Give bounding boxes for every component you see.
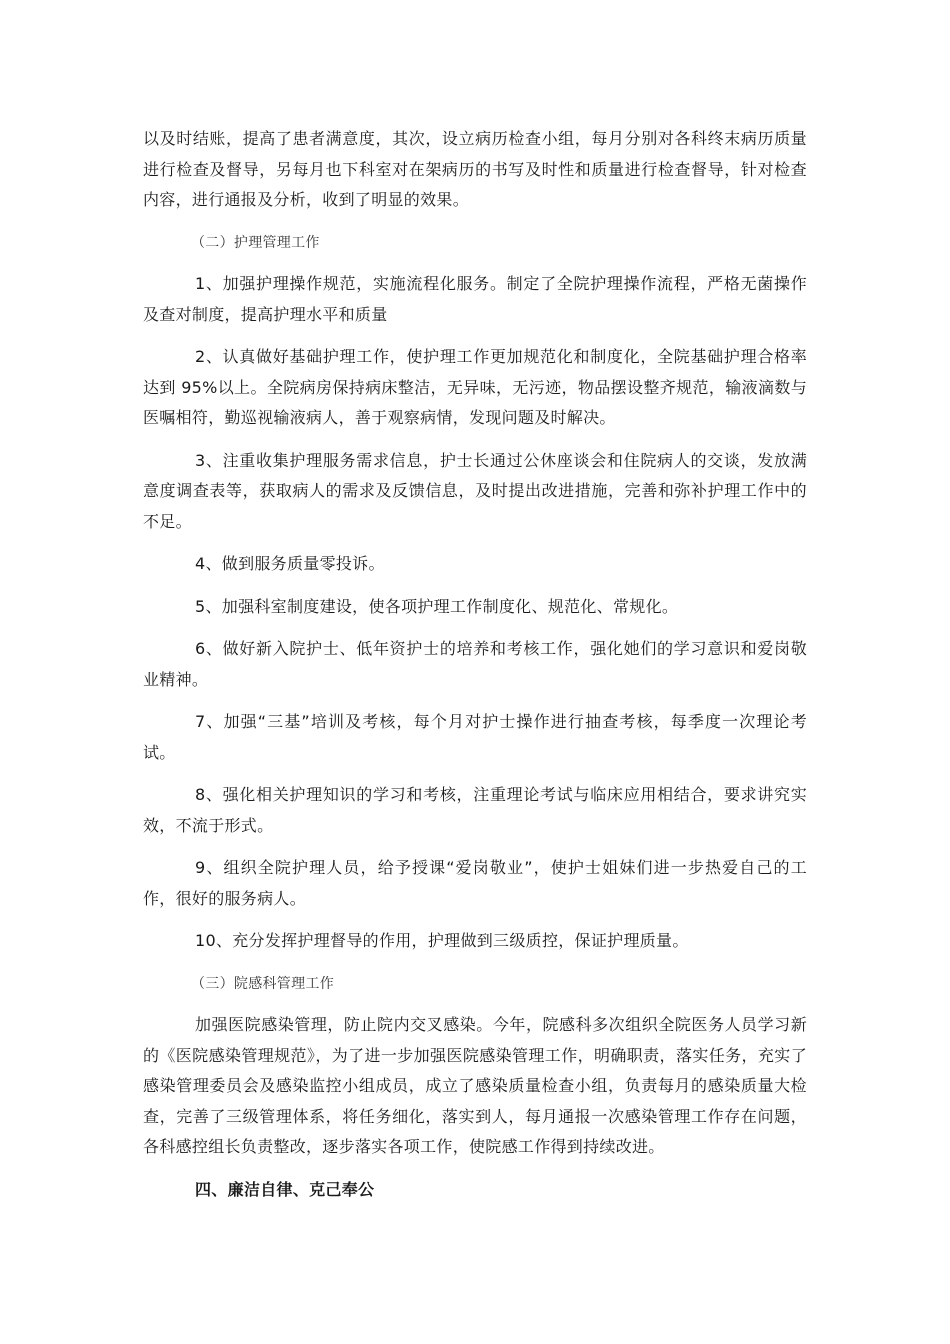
paragraph-infection-control: 加强医院感染管理，防止院内交叉感染。今年，院感科多次组织全院医务人员学习新的《医院感染管理规范》，为了进一步加强医院感染管理工作，明确职责，落实任务，充实了感染管理委员会及感染监控小组成员，成立了感染质量检查小组，负责每月的感染质量大检查，完善了三级管理体系，将任务细化，落实到人，每月通报一次感染管理工作存在问题，各科感控组长负责整改，逐步落实各项工作，使院感工作得到持续改进。 [143, 1015, 807, 1156]
list-item-9: 9、组织全院护理人员，给予授课“爱岗敬业”，使护士姐妹们进一步热爱自己的工作，很好的服务病人。 [143, 858, 807, 908]
paragraph-continuation: 以及时结账，提高了患者满意度，其次，设立病历检查小组，每月分别对各科终末病历质量进行检查及督导，另每月也下科室对在架病历的书写及时性和质量进行检查督导，针对检查内容，进行通报及分析，收到了明显的效果。 [143, 129, 807, 209]
list-item-2: 2、认真做好基础护理工作，使护理工作更加规范化和制度化，全院基础护理合格率达到 95%以上。全院病房保持病床整洁，无异味，无污迹，物品摆设整齐规范，输液滴数与医嘱相符，勤巡视输液病人，善于观察病情，发现问题及时解决。 [143, 347, 807, 427]
list-item-1: 1、加强护理操作规范，实施流程化服务。制定了全院护理操作流程，严格无菌操作及查对制度，提高护理水平和质量 [143, 274, 807, 324]
section-subheading-nursing: （二）护理管理工作 [191, 234, 320, 251]
section-heading-integrity: 四、廉洁自律、克己奉公 [195, 1179, 375, 1199]
section-subheading-infection: （三）院感科管理工作 [191, 975, 334, 992]
list-item-7: 7、加强“三基”培训及考核，每个月对护士操作进行抽查考核，每季度一次理论考试。 [143, 712, 807, 762]
list-item-4: 4、做到服务质量零投诉。 [195, 554, 385, 573]
list-item-5: 5、加强科室制度建设，使各项护理工作制度化、规范化、常规化。 [195, 596, 679, 616]
list-item-3: 3、注重收集护理服务需求信息，护士长通过公休座谈会和住院病人的交谈，发放满意度调查表等，获取病人的需求及反馈信息，及时提出改进措施，完善和弥补护理工作中的不足。 [143, 450, 807, 531]
list-item-8: 8、强化相关护理知识的学习和考核，注重理论考试与临床应用相结合，要求讲究实效，不流于形式。 [143, 785, 807, 835]
document-body [143, 124, 807, 1217]
list-item-10: 10、充分发挥护理督导的作用，护理做到三级质控，保证护理质量。 [195, 931, 689, 950]
list-item-6: 6、做好新入院护士、低年资护士的培养和考核工作，强化她们的学习意识和爱岗敬业精神。 [143, 639, 807, 689]
